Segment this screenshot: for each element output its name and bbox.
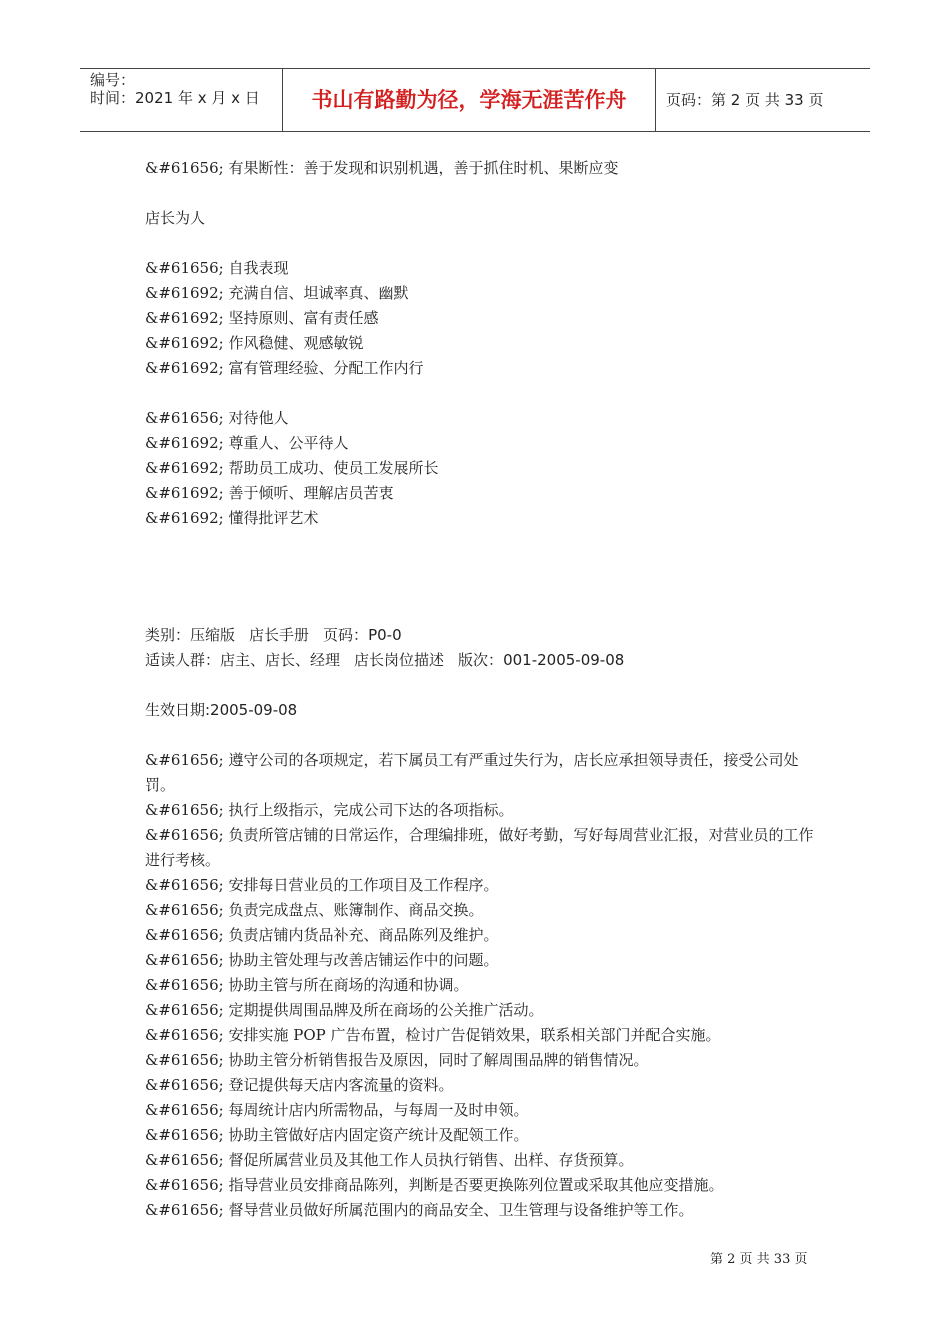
duty-item: &#61656; 协助主管做好店内固定资产统计及配领工作。 (145, 1126, 529, 1144)
duty-item: &#61656; 督导营业员做好所属范围内的商品安全、卫生管理与设备维护等工作。 (145, 1201, 694, 1219)
list-item: &#61692; 懂得批评艺术 (145, 509, 319, 527)
category-value: 压缩版 (190, 626, 236, 644)
header-page-label: 页码：第 2 页 共 33 页 (666, 91, 824, 109)
treating-others-list (145, 406, 815, 531)
readers-value: 店主、店长、经理 (220, 651, 341, 669)
readers-line (145, 648, 815, 673)
document-body (145, 156, 815, 1223)
category-line (145, 623, 815, 648)
duty-item: &#61656; 督促所属营业员及其他工作人员执行销售、出样、存货预算。 (145, 1151, 634, 1169)
duty-item: &#61656; 负责完成盘点、账簿制作、商品交换。 (145, 901, 484, 919)
manual-name: 店长手册 (249, 626, 310, 644)
list-item: &#61656; 自我表现 (145, 259, 289, 277)
list-item: &#61692; 善于倾听、理解店员苦衷 (145, 484, 394, 502)
doc-title: 店长岗位描述 (354, 651, 445, 669)
duty-item: &#61656; 定期提供周围品牌及所在商场的公关推广活动。 (145, 1001, 544, 1019)
duty-item: &#61656; 遵守公司的各项规定，若下属员工有严重过失行为，店长应承担领导责任，接受公司处罚。 (145, 751, 799, 794)
page-header (80, 68, 870, 132)
list-item: &#61656; 对待他人 (145, 409, 289, 427)
list-item: &#61692; 坚持原则、富有责任感 (145, 309, 379, 327)
page-footer: 第 2 页 共 33 页 (710, 1252, 808, 1267)
duty-item: &#61656; 指导营业员安排商品陈列，判断是否要更换陈列位置或采取其他应变措施。 (145, 1176, 724, 1194)
list-item: &#61692; 尊重人、公平待人 (145, 434, 349, 452)
self-expression-list (145, 256, 815, 381)
section-title: 店长为人 (145, 209, 206, 227)
duty-item: &#61656; 负责所管店铺的日常运作，合理编排班，做好考勤，写好每周营业汇报，对营业员的工作进行考核。 (145, 826, 814, 869)
duty-item: &#61656; 负责店铺内货品补充、商品陈列及维护。 (145, 926, 499, 944)
motto: 书山有路勤为径，学海无涯苦作舟 (282, 69, 656, 131)
duty-item: &#61656; 安排每日营业员的工作项目及工作程序。 (145, 876, 499, 894)
document-meta (145, 623, 815, 723)
duties-list (145, 748, 815, 1223)
decisiveness-line: &#61656; 有果断性：善于发现和识别机遇，善于抓住时机、果断应变 (145, 159, 619, 177)
version-label: 版次： (458, 651, 504, 669)
page-code-label: 页码： (323, 626, 369, 644)
list-item: &#61692; 充满自信、坦诚率真、幽默 (145, 284, 409, 302)
list-item: &#61692; 作风稳健、观感敏锐 (145, 334, 364, 352)
list-item: &#61692; 富有管理经验、分配工作内行 (145, 359, 424, 377)
duty-item: &#61656; 协助主管分析销售报告及原因，同时了解周围品牌的销售情况。 (145, 1051, 649, 1069)
duty-item: &#61656; 每周统计店内所需物品，与每周一及时申领。 (145, 1101, 529, 1119)
duty-item: &#61656; 协助主管与所在商场的沟通和协调。 (145, 976, 469, 994)
list-item: &#61692; 帮助员工成功、使员工发展所长 (145, 459, 439, 477)
effective-date: 生效日期:2005-09-08 (145, 701, 298, 719)
version-value: 001-2005-09-08 (503, 651, 625, 669)
category-label: 类别： (145, 626, 191, 644)
header-info (80, 69, 282, 131)
duty-item: &#61656; 执行上级指示，完成公司下达的各项指标。 (145, 801, 514, 819)
duty-item: &#61656; 协助主管处理与改善店铺运作中的问题。 (145, 951, 499, 969)
readers-label: 适读人群： (145, 651, 221, 669)
page-code: P0-0 (368, 626, 402, 644)
number-label: 编号： (90, 71, 136, 89)
duty-item: &#61656; 登记提供每天店内客流量的资料。 (145, 1076, 454, 1094)
duty-item: &#61656; 安排实施 POP 广告布置，检讨广告促销效果，联系相关部门并配合实施。 (145, 1026, 721, 1044)
time-label: 时间：2021 年 x 月 x 日 (90, 89, 260, 107)
